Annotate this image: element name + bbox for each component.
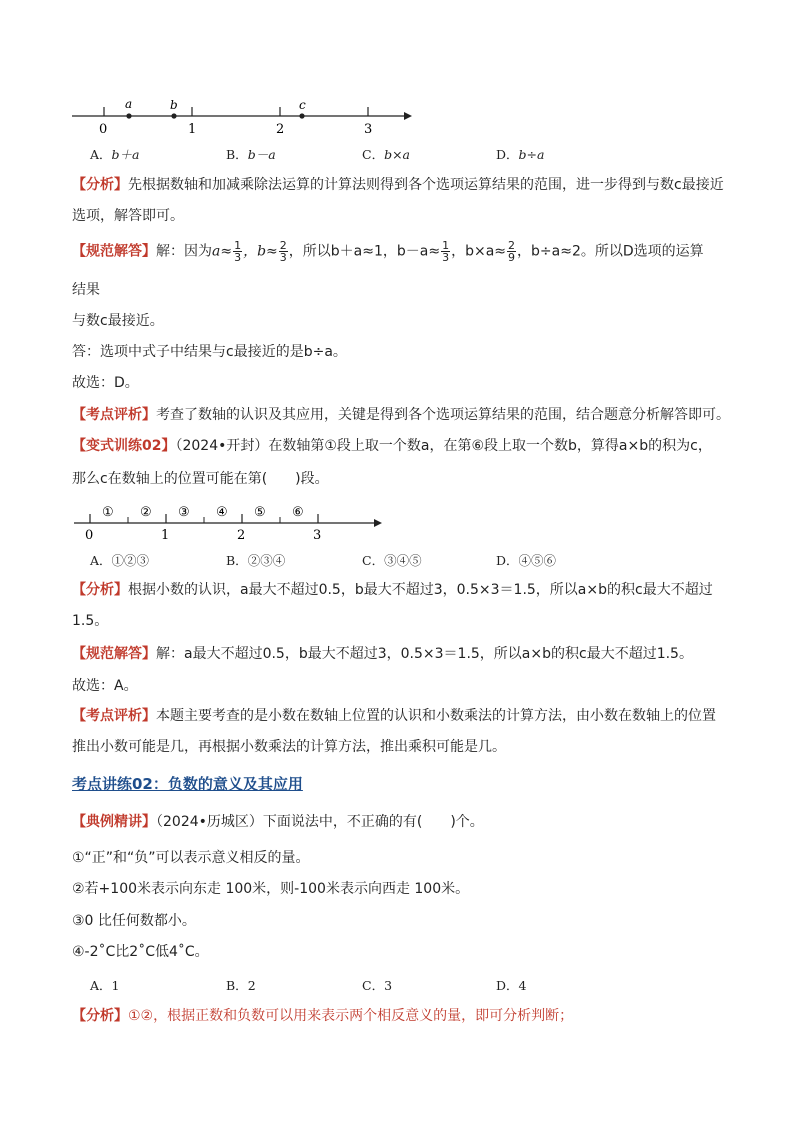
tick-label: 1 — [161, 528, 170, 542]
segment-label: ⑤ — [254, 505, 266, 520]
analysis-1-line2: 选项，解答即可。 — [72, 208, 184, 224]
option-b-3[interactable]: B．2 — [226, 978, 256, 993]
analysis-2: 【分析】根据小数的认识，a最大不超过0.5，b最大不超过3，0.5×3＝1.5，所以a×b的积c最大不超过 — [72, 582, 713, 598]
review-2: 【考点评析】本题主要考查的是小数在数轴上位置的认识和小数乘法的计算方法，由小数在数轴上的位置 — [72, 708, 716, 724]
option-a-3[interactable]: A．1 — [90, 978, 120, 993]
statement-2: ②若+100米表示向东走 100米，则-100米表示向西走 100米。 — [72, 881, 470, 897]
analysis-1: 【分析】先根据数轴和加减乘除法运算的计算法则得到各个选项运算结果的范围，进一步得到与数c最接近 — [72, 177, 724, 193]
point-label: b — [170, 98, 178, 112]
number-line-2 — [70, 500, 390, 542]
option-b-2[interactable]: B．②③④ — [226, 553, 286, 568]
segment-label: ③ — [178, 505, 190, 520]
section-heading: 考点讲练02：负数的意义及其应用 — [72, 775, 303, 793]
variant-question-2: 【变式训练02】（2024•开封）在数轴第①段上取一个数a，在第⑥段上取一个数b，算得a×b的积为c， — [72, 438, 712, 454]
option-c-2[interactable]: C．③④⑤ — [362, 553, 422, 568]
option-a-1[interactable]: A．b＋a — [90, 147, 140, 162]
segment-label: ② — [140, 505, 152, 520]
option-c-1[interactable]: C．b×a — [362, 147, 411, 162]
statement-1: ①“正”和“负”可以表示意义相反的量。 — [72, 850, 310, 866]
example-question: 【典例精讲】（2024•历城区）下面说法中，不正确的有( )个。 — [72, 814, 484, 830]
option-d-1[interactable]: D．b÷a — [496, 147, 545, 162]
segment-label: ① — [102, 505, 114, 520]
tick-label: 2 — [237, 528, 246, 542]
option-d-3[interactable]: D．4 — [496, 978, 527, 993]
statement-4: ④-2˚C比2˚C低4˚C。 — [72, 944, 209, 960]
tick-label: 0 — [85, 528, 94, 542]
review-2-line2: 推出小数可能是几，再根据小数乘法的计算方法，推出乘积可能是几。 — [72, 739, 506, 755]
point-label: a — [125, 97, 133, 111]
solution-1: 【规范解答】解：因为a≈ $\frac{1}{3}$ ，b≈ $\frac{2}{3}$ ，所以b＋a≈1，b－a≈ $\frac{1}{3}$ ，b×a≈ $\frac{2}{9}$ ，b÷a≈2。所以D选项的运算 — [72, 239, 704, 264]
solution-2: 【规范解答】解：a最大不超过0.5，b最大不超过3，0.5×3＝1.5，所以a×b的积c最大不超过1.5。 — [72, 646, 693, 662]
option-b-1[interactable]: B．b－a — [226, 147, 276, 162]
review-1: 【考点评析】考查了数轴的认识及其应用，关键是得到各个选项运算结果的范围，结合题意分析解答即可。 — [72, 407, 730, 423]
variant-question-2-line2: 那么c在数轴上的位置可能在第( )段。 — [72, 471, 329, 487]
choice-2: 故选：A。 — [72, 678, 138, 694]
tick-label: 3 — [364, 122, 373, 136]
solution-1-line3: 与数c最接近。 — [72, 313, 164, 329]
number-line-1 — [68, 96, 418, 136]
option-a-2[interactable]: A．①②③ — [90, 553, 150, 568]
segment-label: ④ — [216, 505, 228, 520]
segment-label: ⑥ — [292, 505, 304, 520]
tick-label: 2 — [276, 122, 285, 136]
analysis-2-line2: 1.5。 — [72, 613, 109, 629]
tick-label: 0 — [99, 122, 108, 136]
analysis-3: 【分析】①②，根据正数和负数可以用来表示两个相反意义的量，即可分析判断； — [72, 1008, 574, 1024]
point-label: c — [299, 98, 306, 112]
solution-1-line2: 结果 — [72, 282, 100, 298]
choice-1: 故选：D。 — [72, 375, 139, 391]
option-c-3[interactable]: C．3 — [362, 978, 393, 993]
tick-label: 3 — [313, 528, 322, 542]
statement-3: ③0 比任何数都小。 — [72, 913, 196, 929]
tick-label: 1 — [188, 122, 197, 136]
answer-1: 答：选项中式子中结果与c最接近的是b÷a。 — [72, 344, 347, 360]
option-d-2[interactable]: D．④⑤⑥ — [496, 553, 557, 568]
